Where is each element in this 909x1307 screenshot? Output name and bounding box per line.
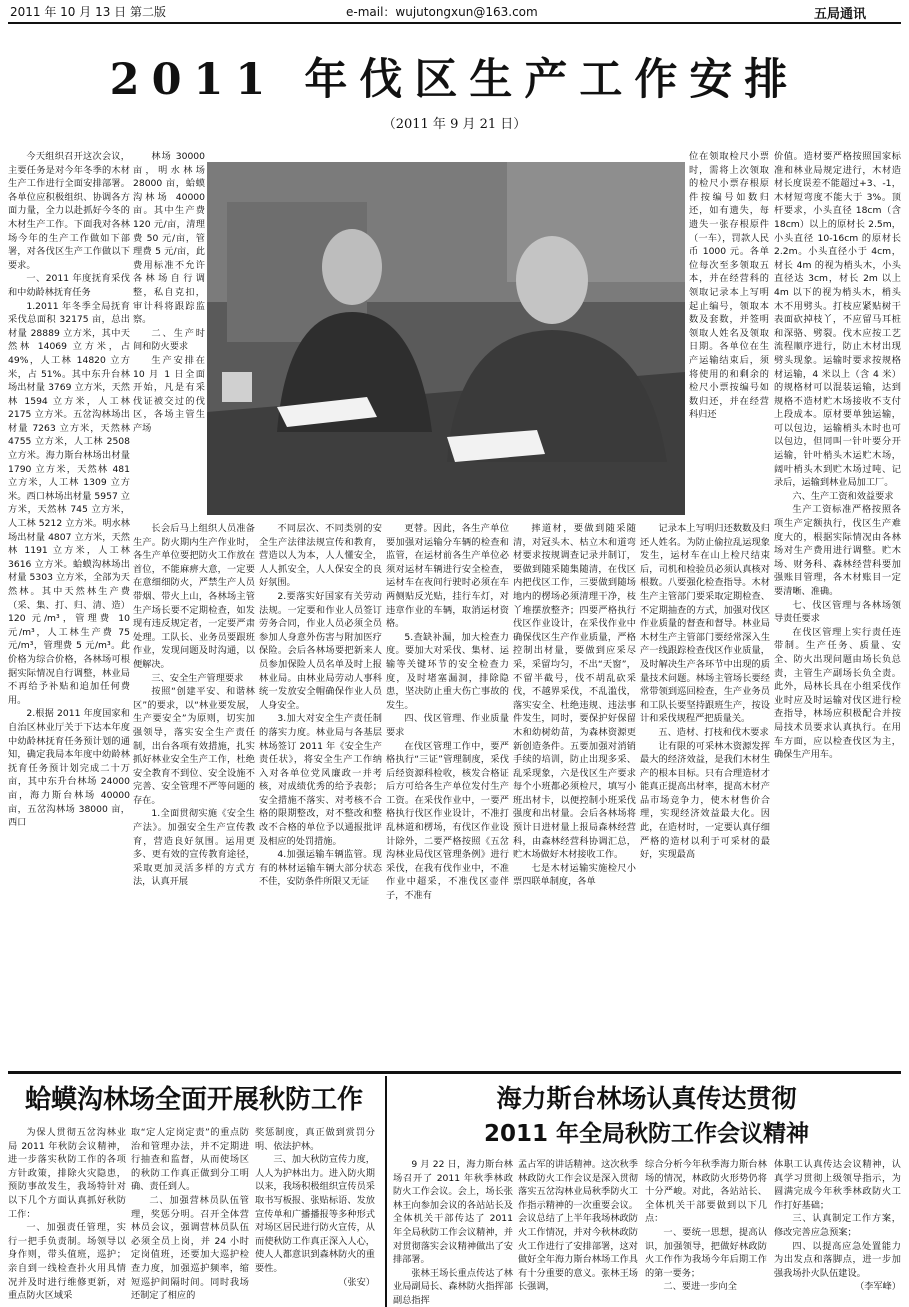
paragraph: 二、要进一步向全 — [663, 1281, 737, 1293]
paragraph: 四、伐区管理、作业质量要求 — [386, 713, 509, 738]
paragraph: 取“定人定岗定责”的重点防治和管理办法，并不定期进行抽查和监督，从而使场区的秋防工作真正做到分工明确、责任到人。 — [131, 1127, 249, 1193]
paragraph: 在伐区管理上实行责任连带制。生产任务、质量、安全、防火出现问题由场长负总责，主管生产副场长负全责。此外，局林长具在小组采伐作业时应及时运输对伐区进行检查指导，林场应积极配合并按局技术员要求认真执行。在用车方面，应以检查伐区为主，确保生产用车。 — [774, 626, 901, 761]
paragraph: 一、加强责任管理，实行一把手负责制。场领导以身作则，带头值班，巡护；亲自到一线检查扑火用具情况并及时进行维修更新，对重点防火区域采 — [8, 1222, 126, 1302]
paragraph: 三、安全生产管理要求 — [151, 672, 244, 684]
article3-column-2 — [518, 1158, 638, 1307]
paragraph: 林场 30000 亩，明水林场 28000 亩，蛤蟆沟林场 40000 亩。其中生产费 120 元/亩，清理费 50 元/亩，管理费 5 元/亩，此费用标准不允许各林场自行调整，私自克扣，审计科将跟踪监察。 — [133, 151, 205, 326]
paragraph: 今天组织召开这次会议，主要任务是对今年冬季的木材生产工作进行全面安排部署。各单位应积极组织、协调各方面力量，全力以赴抓好今冬的木材生产工作。下面我对各林场今年的生产工作做如下部署，对各伐区生产工作做以下要求。 — [8, 151, 130, 271]
issue-date-edition: 2011 年 10 月 13 日 第二版 — [10, 5, 166, 19]
paragraph: 为保人贯彻五岔沟林业局 2011 年秋防会议精神，进一步落实秋防工作的各项方针政策，排除火灾隐患，预防事故发生，我场特针对以下几个方面认真抓好秋防工作： — [8, 1127, 126, 1220]
article-column-1 — [8, 150, 130, 1067]
paragraph: 三、认真制定工作方案，修改完善应急预案； — [774, 1213, 901, 1238]
article-column-7 — [774, 150, 901, 1067]
article3-column-3 — [645, 1158, 767, 1307]
paragraph: 孟占军的讲话精神。这次秋季林政防火工作会议是深入贯彻落实五岔沟林业局秋季防火工作指示精神的一次重要会议。会议总结了上半年我场林政防火工作情况，并对今秋林政防火工作进行了安排部署，这对做好全年海力斯台林场工作具有十分重要的意义。张林王场长强调， — [518, 1159, 638, 1293]
article-column-2 — [133, 522, 255, 1067]
paragraph: 七是木材运输实施检尺小票四联单制度，各单 — [513, 862, 636, 888]
contact-email: e-mail：wujutongxun@163.com — [346, 5, 538, 19]
paragraph: 一、要统一思想，提高认识，加强领导，把做好林政防火工作作为我场今年后期工作的第一要务； — [645, 1226, 767, 1279]
paragraph: 按照“创建平安、和谐林区”的要求，以“林业要发展，生产要安全”为原则，切实加强领导，落实安全生产责任制，出台各项有效措施，扎实抓好林业安全生产工作，杜绝安全教育不到位、安全设施不完善、安全管理不严等问题的存在。 — [133, 686, 255, 806]
article2-column-3 — [255, 1126, 375, 1307]
article-column-6-top — [689, 150, 769, 520]
article3-title-line2: 2011 年全局秋防工作会议精神 — [483, 1121, 810, 1147]
paragraph: 一、2011 年度抚育采伐和中幼龄林抚育任务 — [8, 273, 130, 298]
paragraph: 9 月 22 日，海力斯台林场召开了 2011 年秋季林政防火工作会议。会上，场长张林王向参加会议的各站站长及全体机关干部传达了 2011 年全局秋防工作会议精神，并对贯彻落实会议精神做出了安排部署。 — [393, 1159, 513, 1266]
article2-title: 蛤蟆沟林场全面开展秋防工作 — [24, 1085, 363, 1115]
paragraph: 在伐区管理工作中，要严格执行“三证”管理制度，采伐后经资源科检收，核发合格证后方可给各生产单位发付生产工资。在采伐作业中，一要严格执行伐区作业设计，不准打乱林道和楞场，有伐区作业设计除外，二要严格按照《五岔沟林业局伐区管理条例》进行采伐，在我有伐作业中，不准作业中超采，不准伐区壶伴子，不准有 — [386, 740, 509, 902]
paragraph: 二、生产时间和防火要求 — [133, 327, 205, 353]
paragraph: 七、伐区管理与各林场领导责任要求 — [774, 599, 901, 625]
article-column-6 — [640, 522, 770, 1067]
article3-column-4 — [774, 1158, 901, 1307]
meeting-photo — [207, 162, 685, 515]
paragraph: 1.2011 年冬季全局抚育采伐总面积 32175 亩，总出材量 28889 立方米，其中天然林 14069 立方米，占 49%，人工林 14820 立方米，占 51%。其中东升台林场出材量 3769 立方米，天然林 1594 立方米，人工林 2175 立方米。五岔沟林场出材量 7263 立方米，天然林 4755 立方米，人工林 2508 立方米。海力斯台林场出材量 1790 立方米，天然林 481 立方米，人工林 1309 立方米。西口林场出材量 5957 立方米，天然林 745 立方米，人工林 5212 立方米。明水林场出材量 4807 立方米，天然林 1191 立方米，人工林 3616 立方米。蛤蟆沟林场出材量 5303 立方米，全部为天然林。其中天然林生产费（采、集、打、归、清、造）120 元/m³，管理费 10 元/m³，人工林生产费 75 元/m³，管理费 5 元/m³。此价格为综合价格，各林场可根据实际情况自行调整，林业局不再给予补贴和追加任何费用。 — [8, 300, 130, 706]
paragraph: 更替。因此，各生产单位要加强对运输分车辆的检查和监管，在运材前各生产单位必须对运材车辆进行安全检查，运材车在夜间行驶时必须在车两侧贴反光贴，挂行车灯，对违章作业的车辆，取消运材资格。 — [386, 523, 509, 630]
paragraph: 让有限的可采林木资源发挥最大的经济效益，是我们木材生产的根本目标。只有合理造材才能真正提高出材率，提高木材产品市场竞争力，使木材售价合理，实现经济效益最大化。因此，在造材时，一定要认真仔细严格的造材以利于可采材的最好，实现最高 — [640, 740, 770, 861]
paragraph: 3.加大对安全生产责任制的落实力度。林业局与各基层林场签订 2011 年《安全生产责任状》，将安全生产工作纳入对各单位党风廉政一并考核，对成绩优秀的给予表彰；安全措施不落实、对考核不合格的限期整改，对不整改和整改不合格的单位予以通报批评及相应的处罚措施。 — [259, 713, 382, 847]
paragraph: 综合分析今年秋季海力斯台林场的情况，林政防火形势仍将十分严峻。对此，各站站长、全体机关干部要做到以下几点： — [645, 1159, 767, 1225]
article-title: 2011 年伐区生产工作安排 — [109, 55, 800, 105]
article-column-5 — [513, 522, 636, 1067]
column-divider — [385, 1076, 387, 1307]
article-column-2-top — [133, 150, 205, 520]
article2-column-1 — [8, 1126, 126, 1307]
paragraph: 记录本上写明归还数数及归还人姓名。为防止偷拉乱运现象发生，运材车在山上检尺结束后，司机和检验员必须认真核对根数。八要强化检查指导。木材生产主管部门要采取定期检查、不定期抽查的方式，加强对伐区作业质量的督查和督导。林业局木材生产主管部门要经常深入生产一线跟踪检查伐区作业质量，及时解决生产各环节中出现的质量技术问题。林场主管场长要经常带领到巡回检查，生产业务员和工队长要坚持跟班生产，按设计和采伐规程严把质量关。 — [640, 523, 770, 725]
article-date: （2011 年 9 月 21 日） — [382, 117, 527, 132]
article2-column-2 — [131, 1090, 249, 1307]
paragraph: 五、造材、打枝和伐木要求 — [658, 726, 769, 738]
paragraph: 体职工认真传达会议精神，认真学习贯彻上级领导指示，为圆满完成今年秋季林政防火工作打好基础； — [774, 1159, 901, 1211]
article3-column-1 — [393, 1158, 513, 1307]
paragraph: 不同层次、不同类别的安全生产法律法规宣传和教育，营造以人为本，人人懂安全，人人抓安全，人人保安全的良好氛围。 — [259, 523, 382, 589]
paragraph: 生产安排在 10 月 1 日全面开始，凡是有采伐证被交过的伐区，各场主管生产场 — [133, 354, 205, 434]
paragraph: 位在领取检尺小票时，需将上次领取的检尺小票存根原件按编号如数归还，如有遗失，每遗失一张存根原件（一车），罚款人民币 1000 元。各单位每次至多领取五本，并在经营科的领取记录本上写明起止编号，领取本数及套数，并签明领取人姓名及领取日期。各单位在生产运输结束后，须将使用的和剩余的检尺小票按编号如数归还，并在经营科归还 — [689, 151, 769, 421]
paragraph: 5.查缺补漏，加大检查力度。要加大对采伐、集材、运输等关键环节的安全检查力度，及时堵塞漏洞，排除隐患，坚决防止重大伤亡事故的发生。 — [386, 631, 509, 711]
paragraph: 奖惩制度，真正做到赏罚分明、依法护林。 — [255, 1127, 375, 1152]
page-header — [8, 0, 901, 24]
paragraph: 4.加强运输车辆监管。现有的林材运输车辆大部分状态不佳，安防条件所限又无证 — [259, 849, 382, 888]
paragraph: 生产工资标准严格按照各项生产定额执行，伐区生产难度大的，根据实际情况由各林场对生产费用进行调整。贮木场、财务科、森林经营科要加强账目管理，各木材账目一定要清晰、准确。 — [774, 504, 901, 597]
paragraph: 2.要落实好国家有关劳动法规。一定要和作业人员签订劳务合同，作业人员必须全员参加人身意外伤害与附加医疗保险。会后各林场要把新来人员参加保险人员名单及时上报林业局。由林业局劳动人事科统一发放安全帽确保作业人员人身安全。 — [259, 590, 382, 711]
paragraph: 1.全面贯彻实施《安全生产法》。加强安全生产宣传教育，营造良好氛围。运用更多、更有效的宣传教育途径，采取更加灵活多样的方式方法，认真开展 — [133, 808, 255, 888]
paragraph: 四、以提高应急处置能力为出发点和落脚点，进一步加强我场扑火队伍建设。 — [774, 1240, 901, 1279]
paragraph: 长会后马上组织人员准备生产。防火期内生产作业时，各生产单位要把防火工作放在首位，不能麻痹大意，一定要在意细细防火，严禁生产人员带烟、带火上山，各林场主管生产场长要不定期检查，如发现有违反规定者，一定要严肃处理。工队长、业务员要跟班作业，发现问题及时沟通，以便解决。 — [133, 523, 255, 670]
paragraph: 三、加大秋防宣传力度，人人为护林出力。进入防火期以来，我场积极组织宣传员采取书写板报、张贴标语、发放宣传单和广播播报等多种形式对场区居民进行防火宣传，从而使秋防工作真正深入人心，使人人都意识到森林防火的重要性。 — [255, 1154, 375, 1274]
article3-author: （李军峰） — [855, 1281, 901, 1293]
paragraph: 2.根据 2011 年度国家和自治区林业厅关于下达本年度中幼龄林抚育任务预计划的通知，确定我局本年度中幼龄林抚育任务预计划完成二十万亩，其中东升台林场 24000 亩，海力斯台林场 40000 亩，五岔沟林场 38000 亩，西口 — [8, 708, 130, 829]
paragraph: 二、加强营林员队伍管理，奖惩分明。召开全体营林员会议，强调营林员队伍必须全员上岗，并 24 小时定岗值班，还要加大巡护检查力度，加强巡护频率，缩短巡护间隔时间。同时我场还制定了相应的 — [131, 1194, 249, 1302]
article2-author: （张安） — [338, 1276, 375, 1288]
photo-illustration — [207, 162, 685, 515]
paragraph: 价值。造材要严格按照国家标准和林业局规定进行，木材造材长度误差不能超过+3、-1，木材短弯度不能大于 3%。顶杆要求，小头直径 18cm（含 18cm）以上的原材长 2.5m，小头直径 10-16cm 的原材长 2.2m。小头直径小于 4cm，材长 4m 的视为梢头木，小头直径达 3cm，材长 2m 以上 4m 以下的视为梢头木，梢头木不用劈头。打枝应紧贴树干表面砍掉枝丫，不应留马耳桩和深骆、劈裂。伐木应按工艺流程顺序进行，防止木材出现劈头现象。运输时要求按规格材运输，4 米以上（含 4 米）的规格材可以混装运输，达到规格不造材贮木场接收不支付上段成本。原材要单独运输，可以包边，运输梢头木时也可以包边，但同叫一针叶要分开运输，针叶梢头木运贮木场，阔叶梢头木到贮木场过吨、记录后，运输到林业局加工厂。 — [774, 151, 901, 489]
article3-title-line1: 海力斯台林场认真传达贯彻 — [496, 1084, 797, 1113]
section-divider — [8, 1071, 901, 1074]
article-column-3 — [259, 522, 382, 1067]
paragraph: 摔道材，要做到随采随清，对冠头木、枯立木和道弯材要求按规调查记录并制订，要做到随采随集随清，在伐区内把伐区工作，三要做到随场地内的楞场必须清理干净，枝丫堆摆放整齐；四要严格执行伐区作业设计，在采伐作业中确保伐区生产作业质量，严格控制出材量，要做到应采尽采，采留均匀，不出“天窗”，不留半截号，伐不胡乱砍采伐，不越界采伐，不乱滥伐，落实安全、杜绝违规、违法事件发生，同时，要保护好保留木和幼树幼苗，为森林资源更新创造条件。五要加强对消销手续的培训，防止出现多采、乱采现象，六是伐区生产要求每个小班都必须检尺，填写小班出材卡，以便控制小班采伐强度和出材量。会后各林场将预计日进材量上报局森林经营科，由森林经营科协调汇总，贮木场做好木材接收工作。 — [513, 523, 636, 861]
article-column-4 — [386, 522, 509, 1067]
newspaper-name: 五局通讯 — [814, 7, 867, 22]
paragraph: 六、生产工资和效益要求 — [792, 490, 894, 502]
paragraph: 张林王场长重点传达了林业局副局长、森林防火指挥部副总指挥 — [393, 1267, 513, 1306]
